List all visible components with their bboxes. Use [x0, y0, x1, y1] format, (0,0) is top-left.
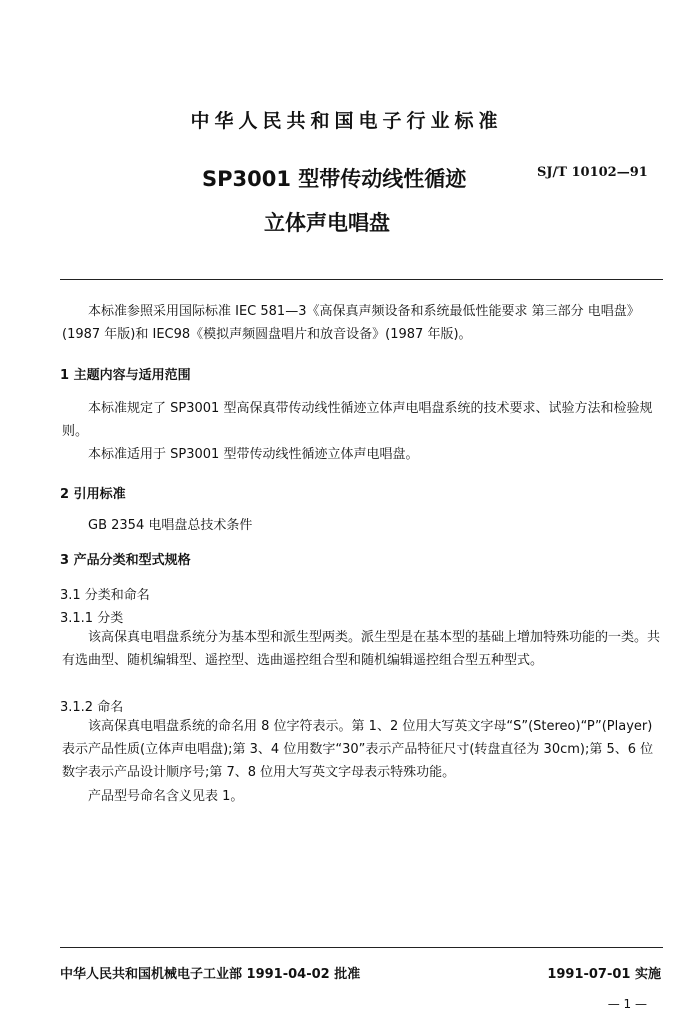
intro-paragraph: 本标准参照采用国际标准 IEC 581—3《高保真声频设备和系统最低性能要求 第三部分 电唱盘》(1987 年版)和 IEC98《模拟声频圆盘唱片和放音设备》(1987 年版)。	[62, 304, 640, 342]
footer-rule	[60, 947, 663, 948]
section-3-1-2-paragraph: 该高保真电唱盘系统的命名用 8 位字符表示。第 1、2 位用大写英文字母“S”(Stereo)“P”(Player)表示产品性质(立体声电唱盘);第 3、4 位用数字“30”表示产品特征尺寸(转盘直径为 30cm);第 5、6 位数字表示产品设计顺序号;第 7、8 位用大写英文字母表示特殊功能。	[62, 719, 654, 780]
effective-date: 1991-07-01 实施	[547, 967, 661, 982]
page-number: — 1 —	[607, 997, 647, 1011]
section-3-1-1-paragraph: 该高保真电唱盘系统分为基本型和派生型两类。派生型是在基本型的基础上增加特殊功能的一类。共有选曲型、随机编辑型、遥控型、选曲遥控组合型和随机编辑遥控组合型五种型式。	[62, 630, 661, 668]
approval-line: 中华人民共和国机械电子工业部 1991-04-02 批准	[60, 967, 361, 982]
section-1-paragraph-1: 本标准规定了 SP3001 型高保真带传动线性循迹立体声电唱盘系统的技术要求、试验方法和检验规则。	[62, 401, 653, 439]
section-3-1-2-heading: 3.1.2 命名	[60, 700, 124, 715]
section-2-heading: 2 引用标准	[60, 487, 126, 502]
section-1-paragraph-2: 本标准适用于 SP3001 型带传动线性循迹立体声电唱盘。	[88, 447, 419, 462]
document-title-line1: SP3001 型带传动线性循迹	[202, 167, 467, 191]
section-3-1-heading: 3.1 分类和命名	[60, 588, 150, 603]
section-3-1-1-heading: 3.1.1 分类	[60, 611, 124, 626]
section-1-heading: 1 主题内容与适用范围	[60, 368, 191, 383]
header-rule	[60, 279, 663, 280]
standard-category: 中华人民共和国电子行业标准	[190, 110, 503, 132]
document-title-line2: 立体声电唱盘	[264, 211, 390, 235]
section-3-1-2-table-reference: 产品型号命名含义见表 1。	[88, 789, 244, 804]
standard-code: SJ/T 10102—91	[537, 165, 648, 180]
section-3-heading: 3 产品分类和型式规格	[60, 553, 191, 568]
reference-standard: GB 2354 电唱盘总技术条件	[88, 518, 253, 533]
